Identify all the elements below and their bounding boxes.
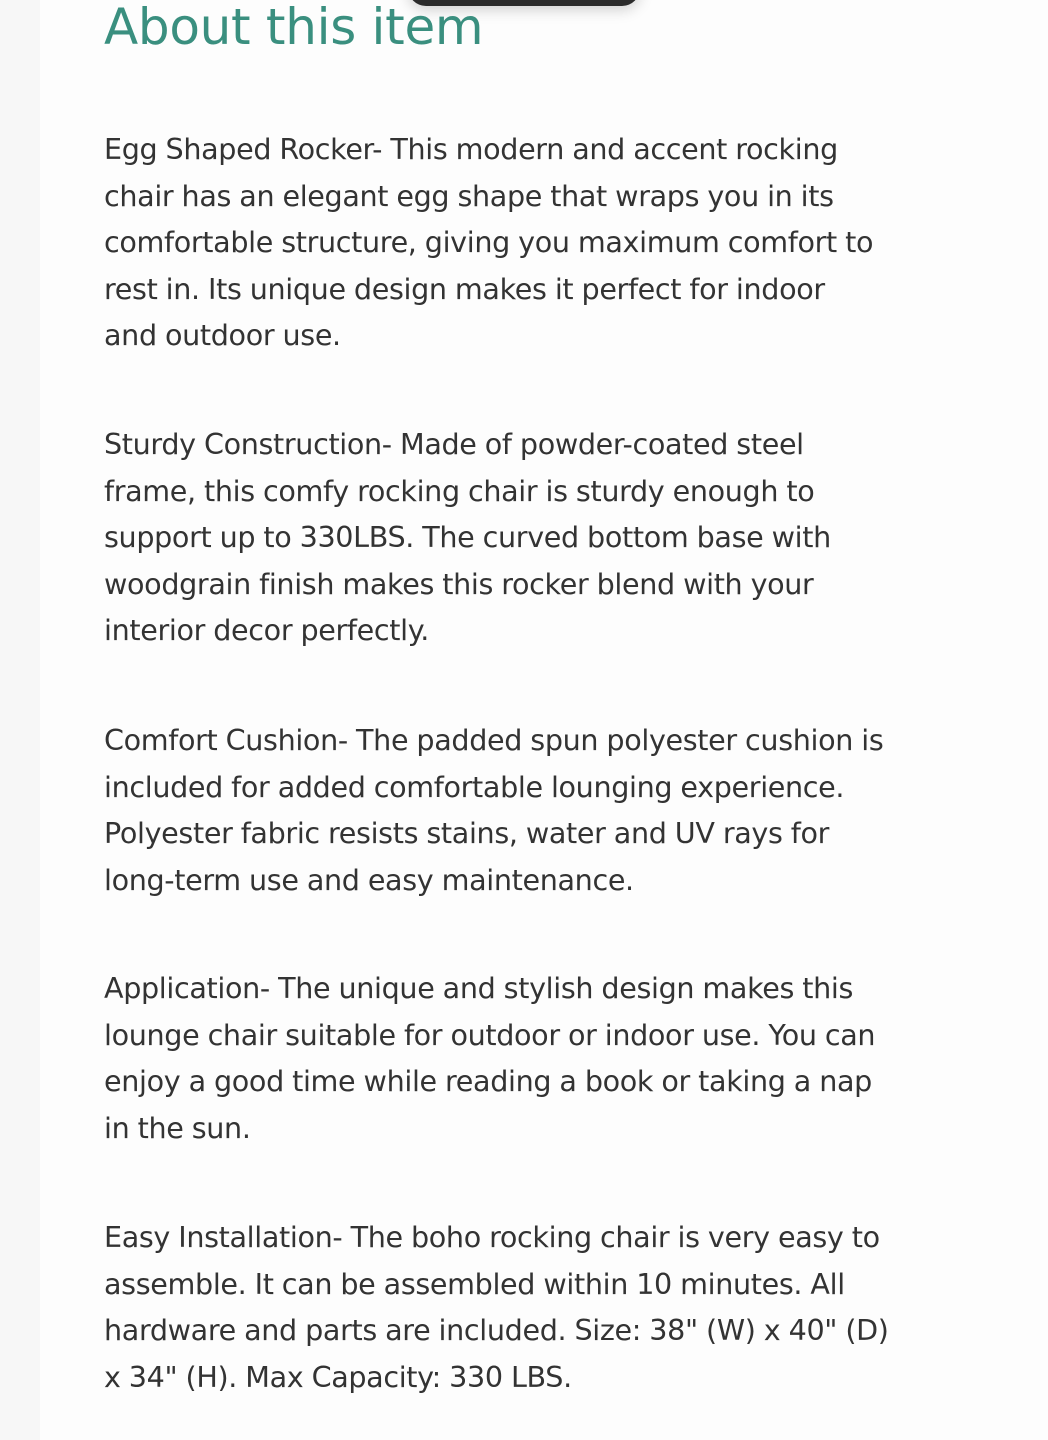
paragraph-line: frame, this comfy rocking chair is sturdy enough to: [104, 473, 815, 508]
paragraph-line: hardware and parts are included. Size: 38" (W) x 40" (D): [104, 1313, 889, 1347]
paragraph-line: and outdoor use.: [104, 318, 341, 352]
paragraph-line: enjoy a good time while reading a book or taking a nap: [104, 1064, 872, 1098]
feature-paragraph-comfort-cushion: [104, 717, 954, 903]
feature-paragraph-easy-installation: [104, 1214, 954, 1400]
paragraph-line: long-term use and easy maintenance.: [104, 862, 634, 897]
feature-paragraph-application: [104, 965, 954, 1151]
paragraph-line: x 34" (H). Max Capacity: 330 LBS.: [104, 1359, 572, 1394]
paragraph-line: Application- The unique and stylish design makes this: [104, 971, 854, 1005]
paragraph-line: Easy Installation- The boho rocking chair is very easy to: [104, 1220, 880, 1254]
paragraph-line: in the sun.: [104, 1110, 251, 1145]
page-margin-band: [0, 0, 40, 1440]
paragraph-line: Sturdy Construction- Made of powder-coated steel: [104, 427, 804, 461]
paragraph-line: Egg Shaped Rocker- This modern and accent rocking: [104, 132, 838, 166]
paragraph-line: Polyester fabric resists stains, water and UV rays for: [104, 816, 830, 850]
paragraph-line: assemble. It can be assembled within 10 minutes. All: [104, 1266, 845, 1301]
feature-paragraph-sturdy-construction: [104, 421, 954, 654]
paragraph-line: woodgrain finish makes this rocker blend with your: [104, 566, 814, 601]
paragraph-line: lounge chair suitable for outdoor or indoor use. You can: [104, 1017, 876, 1052]
paragraph-line: rest in. Its unique design makes it perfect for indoor: [104, 271, 825, 306]
paragraph-line: support up to 330LBS. The curved bottom base with: [104, 520, 831, 554]
paragraph-line: included for added comfortable lounging experience.: [104, 769, 845, 804]
paragraph-line: interior decor perfectly.: [104, 613, 429, 647]
section-title: About this item: [104, 0, 484, 56]
paragraph-line: Comfort Cushion- The padded spun polyester cushion is: [104, 723, 884, 757]
paragraph-line: comfortable structure, giving you maximum comfort to: [104, 225, 874, 259]
paragraph-line: chair has an elegant egg shape that wraps you in its: [104, 178, 834, 213]
feature-paragraph-egg-shaped-rocker: [104, 126, 954, 359]
